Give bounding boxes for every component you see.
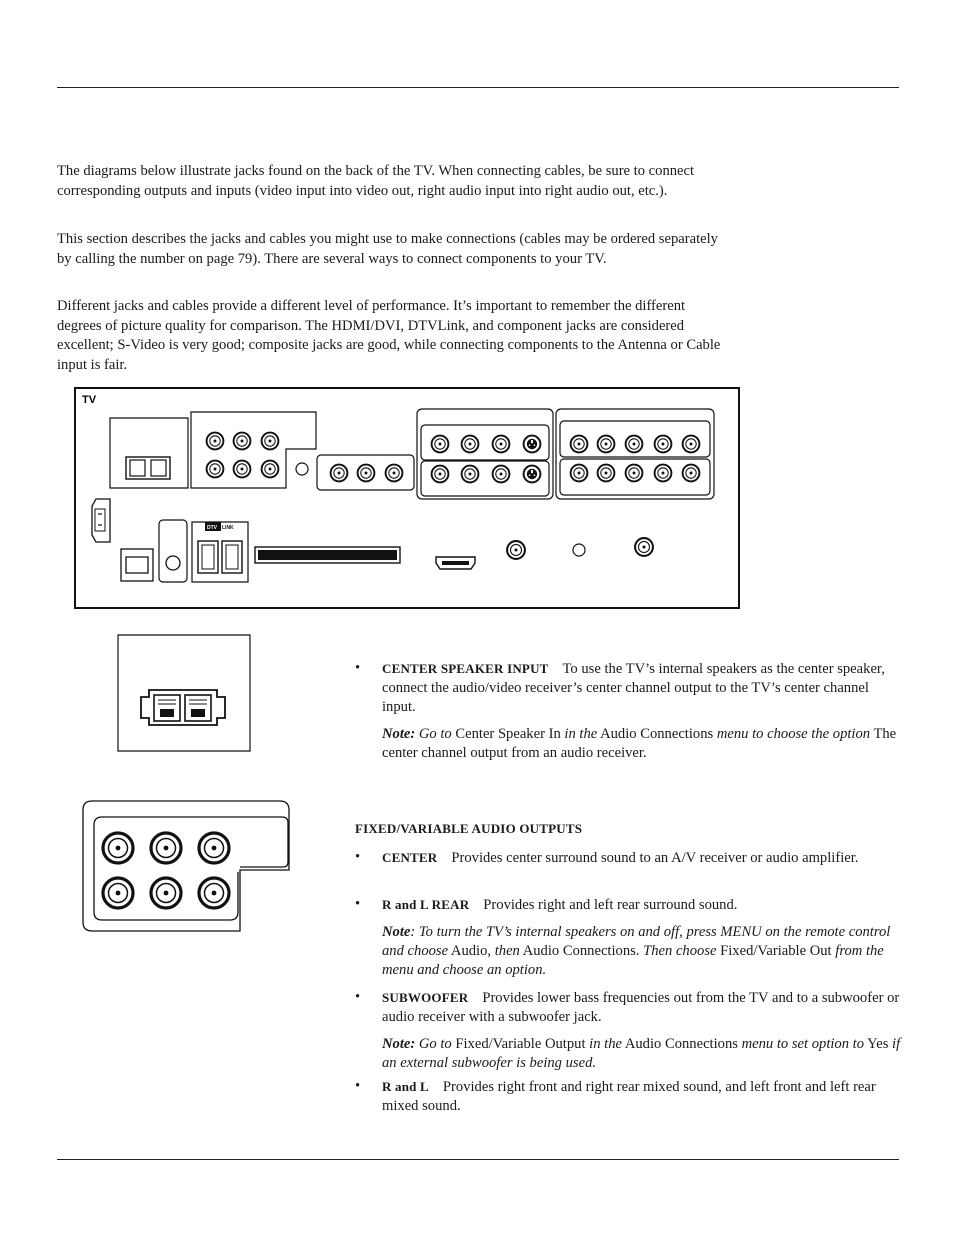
subwoofer-note: Note: Go to Fixed/Variable Output in the Audio Connections menu to set option to Yes if an external subwoofer is being used. xyxy=(382,1036,901,1072)
intro-paragraph-1: The diagrams below illustrate jacks found on the back of the TV. When connecting cables, be sure to connect corresponding outputs and inputs (video input into video out, right audio input into right audio out, etc.). xyxy=(57,163,695,199)
center-speaker-input-diagram xyxy=(117,634,251,752)
center-bullet: • CENTER Provides center surround sound to an A/V receiver or audio amplifier. xyxy=(355,849,859,866)
subwoofer-text: Provides lower bass frequencies out from the TV and to a subwoofer or audio receiver with a subwoofer jack. xyxy=(382,990,900,1026)
audio-output-jacks-diagram xyxy=(82,800,292,934)
center-text: Provides center surround sound to an A/V receiver or audio amplifier. xyxy=(451,850,859,866)
rear-text: Provides right and left rear surround sound. xyxy=(483,897,738,913)
subwoofer-term: SUBWOOFER xyxy=(382,990,469,1005)
tv-label: TV xyxy=(82,394,97,406)
rl-bullet: • R and L Provides right front and right rear mixed sound, and left front and left rear mixed sound. xyxy=(355,1078,876,1115)
center-speaker-text: To use the TV’s internal speakers as the center speaker, connect the audio/video receiver’s center channel output to the TV’s center channel input. xyxy=(382,661,885,716)
rear-bullet: • R and L REAR Provides right and left rear surround sound. xyxy=(355,896,738,913)
rear-note: Note: To turn the TV’s internal speakers on and off, press MENU on the remote control and choose Audio, then Audio Connections. Then choose Fixed/Variable Out from the menu and choose an option. xyxy=(382,924,891,979)
center-speaker-bullet: • CENTER SPEAKER INPUT To use the TV’s internal speakers as the center speaker, connect the audio/video receiver’s center channel output to the TV’s center channel input. xyxy=(355,660,885,716)
link-label: LINK xyxy=(222,525,234,531)
rear-term: R and L REAR xyxy=(382,897,470,912)
rl-term: R and L xyxy=(382,1079,429,1094)
dtv-label: DTV xyxy=(207,525,217,531)
subwoofer-bullet: • SUBWOOFER Provides lower bass frequencies out from the TV and to a subwoofer or audio receiver with a subwoofer jack. xyxy=(355,989,900,1026)
fixed-variable-header: FIXED/VARIABLE AUDIO OUTPUTS xyxy=(355,821,583,836)
center-speaker-term: CENTER SPEAKER INPUT xyxy=(382,661,549,676)
center-term: CENTER xyxy=(382,850,438,865)
bottom-rule xyxy=(57,1159,899,1160)
rl-text: Provides right front and right rear mixed sound, and left front and left rear mixed sound. xyxy=(382,1079,876,1115)
tv-back-panel-diagram xyxy=(74,387,740,609)
intro-paragraph-2: This section describes the jacks and cables you might use to make connections (cables may be ordered separately by calling the number on page 79). There are several ways to connect components to your TV. xyxy=(57,231,718,267)
top-rule xyxy=(57,87,899,88)
center-speaker-note: Note: Go to Center Speaker In in the Audio Connections menu to choose the option The center channel output from an audio receiver. xyxy=(382,726,897,762)
intro-paragraph-3: Different jacks and cables provide a different level of performance. It’s important to remember the different degrees of picture quality for comparison. The HDMI/DVI, DTVLink, and component jacks are considered excellent; S-Video is very good; composite jacks are good, while connecting components to the Antenna or Cable input is fair. xyxy=(57,298,721,373)
